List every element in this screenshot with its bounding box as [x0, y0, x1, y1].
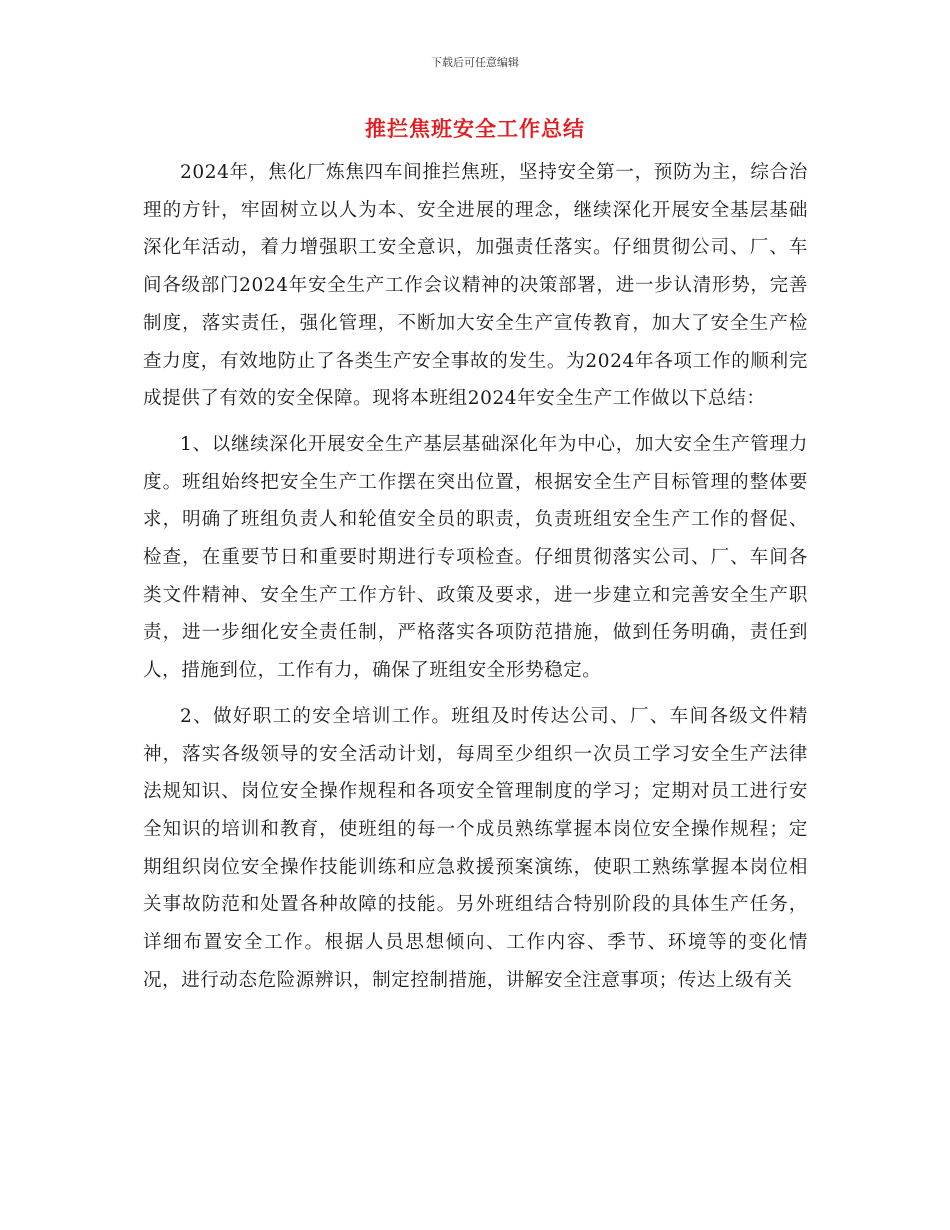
header-note: 下载后可任意编辑 [431, 56, 519, 69]
paragraph-section-2: 2、做好职工的安全培训工作。班组及时传达公司、厂、车间各级文件精神，落实各级领导的安全活动计划，每周至少组织一次员工学习安全生产法律法规知识、岗位安全操作规程和各项安全管理制度的学习；定期对员工进行安全知识的培训和教育，使班组的每一个成员熟练掌握本岗位安全操作规程；定期组织岗位安全操作技能训练和应急救援预案演练，使职工熟练掌握本岗位相关事故防范和处置各种故障的技能。另外班组结合特别阶段的具体生产任务，详细布置安全工作。根据人员思想倾向、工作内容、季节、环境等的变化情况，进行动态危险源辨识，制定控制措施，讲解安全注意事项；传达上级有关 [143, 705, 808, 991]
document-body [143, 154, 808, 1007]
paragraph-intro: 2024年，焦化厂炼焦四车间推拦焦班，坚持安全第一，预防为主，综合治理的方针，牢固树立以人为本、安全进展的理念，继续深化开展安全基层基础深化年活动，着力增强职工安全意识，加强责任落实。仔细贯彻公司、厂、车间各级部门2024年安全生产工作会议精神的决策部署，进一步认清形势，完善制度，落实责任，强化管理，不断加大安全生产宣传教育，加大了安全生产检查力度，有效地防止了各类生产安全事故的发生。为2024年各项工作的顺利完成提供了有效的安全保障。现将本班组2024年安全生产工作做以下总结： [143, 162, 808, 410]
paragraph-section-1: 1、以继续深化开展安全生产基层基础深化年为中心，加大安全生产管理力度。班组始终把安全生产工作摆在突出位置，根据安全生产目标管理的整体要求，明确了班组负责人和轮值安全员的职责，负责班组安全生产工作的督促、检查，在重要节日和重要时期进行专项检查。仔细贯彻落实公司、厂、车间各类文件精神、安全生产工作方针、政策及要求，进一步建立和完善安全生产职责，进一步细化安全责任制，严格落实各项防范措施，做到任务明确，责任到人，措施到位，工作有力，确保了班组安全形势稳定。 [143, 433, 808, 682]
document-title: 推拦焦班安全工作总结 [365, 117, 585, 141]
